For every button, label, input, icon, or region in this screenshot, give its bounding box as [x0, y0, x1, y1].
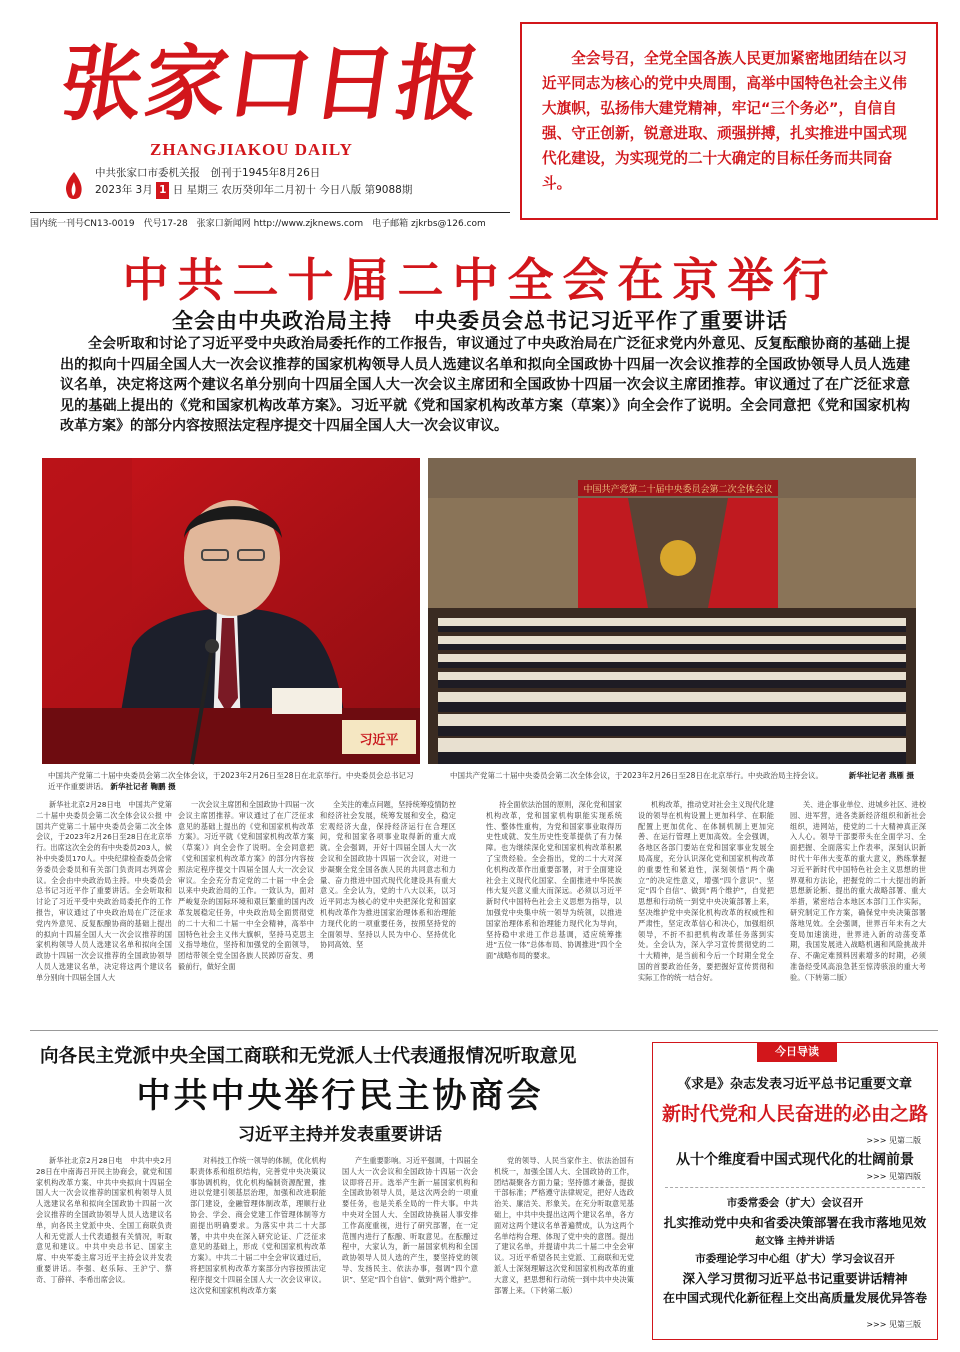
hall-banner: 中国共产党第二十届中央委员会第二次全体会议 — [583, 485, 773, 495]
slogan-text: 全会号召，全党全国各族人民更加紧密地团结在以习近平同志为核心的党中央周围，高举中国特色社会主义伟大旗帜，弘扬伟大建党精神，牢记“三个务必”，自信自强、守正创新，锐意进取、顽强拼搏，扎实推进中国式现代化建设，为实现党的二十大确定的目标任务而共同奋斗。 — [542, 50, 907, 192]
section-divider — [30, 1030, 938, 1031]
organ-line: 中共张家口市委机关报 创刊于1945年8月26日 — [95, 167, 321, 179]
body-top-col-5: 机构改革，推动党对社会主义现代化建设的领导在机构设置上更加科学、在职能配置上更加优化、在体制机制上更加完善、在运行管理上更加高效。全会强调，各地区各部门要站在党和国家事业发展全局高度，充分认识深化党和国家机构改革的重要性和紧迫性，深刻领悟“两个确立”的决定性意义，增强“四个意识”、坚定“四个自信”、做到“两个维护”，自觉把思想和行动统一到党中央决策部署上来，坚决维护党中央深化机构改革的权威性和严肃性，坚定改革信心和决心，加强组织领导，不折不扣把机构改革任务落到实处。全会认为，深入学习宣传贯彻党的二十大精神，是当前和今后一个时期全党全国的首要政治任务，要把握好宣传贯彻和实际工作的统一结合好。 — [638, 800, 774, 982]
guide-item3-title[interactable]: 扎实推动党中央和省委决策部署在我市落地见效 — [663, 1215, 927, 1230]
date-line — [95, 182, 412, 199]
main-headline: 中共二十届二中全会在京举行 — [122, 253, 838, 307]
body-bottom-col-1: 新华社北京2月28日电 中共中央2月28日在中南海召开民主协商会，就党和国家机构改革方案、中共中央拟向十四届全国人大一次会议推荐的国家机构领导人员人选建议名单和拟向全国政协十四届一次会议推荐的全国政协领导人员人选建议名单，向各民主党派中央、全国工商联负责人和无党派人士代表通报有关情况，听取意见和建议。中共中央总书记、国家主席、中央军委主席习近平主持会议并发表重要讲话。李强、赵乐际、王沪宁、蔡奇、丁薛祥、李希出席会议。 — [36, 1156, 172, 1284]
body-bottom-col-4: 党的领导、人民当家作主、依法治国有机统一，加强全国人大、全国政协的工作，团结凝聚各方面力量；坚持德才兼备，提拔干部标准；严格遵守法律规定，把好人选政治关、廉洁关、形象关。在充分听取意见基础上，中共中央提出这两个建议名单，各方面对这两个建议名单普遍赞成，认为这两个名单结构合理、体现了党中央的意图。提出了建议名单，并提请中共二十届二中全会审议。习近平希望各民主党派、工商联和无党派人士深刻理解这次党和国家机构改革的重大意义，把思想和行动统一到中共中央决策部署上来。（下转第二版） — [494, 1156, 634, 1295]
body-bottom-col-2: 对科技工作统一领导的体制，优化机构职责体系和组织结构，完善党中央决策议事协调机构，优化机构编制资源配置，推进以党建引领基层治理，加强和改进职能部门建设，金融管理体制改革，理顺行业协会、学会、商会党建工作管理体制等方面提出明确要求。为落实中共二十大部署，中共中央在深入研究论证、广泛征求意见的基础上，形成《党和国家机构改革方案》。中共二十届二中全会审议通过后，将把国家机构改革方案部分内容按照法定程序提交十四届全国人大一次会议审议。这次党和国家机构改革方案 — [190, 1156, 326, 1295]
guide-item2-ref[interactable] — [866, 1171, 921, 1182]
caption-left — [48, 770, 414, 792]
main-subhead: 全会由中央政治局主持 中央委员会总书记习近平作了重要讲话 — [172, 309, 788, 333]
guide-item1-title[interactable]: 新时代党和人民奋进的必由之路 — [661, 1103, 928, 1125]
date-day: 1 — [156, 182, 169, 199]
contact-bar: 国内统一刊号CN13-0019 代号17-28 张家口新闻网 http://www.zjknews.com 电子邮箱 zjkrbs@126.com — [30, 212, 510, 229]
guide-item3-byline: 赵文锋 主持并讲话 — [755, 1236, 835, 1247]
body-top-col-2: 一次会议主席团和全国政协十四届一次会议主席团推荐。审议通过了在广泛征求意见的基础上提出的《党和国家机构改革方案》。习近平就《党和国家机构改革方案（草案）》向全会作了说明。全会同意把《党和国家机构改革方案》的部分内容按照法定程序提交十四届全国人大一次会议审议。全会充分肯定党的二十届一中全会以来中央政治局的工作。一致认为，面对严峻复杂的国际环境和艰巨繁重的国内改革发展稳定任务，中央政治局全面贯彻党的二十大和二十届一中全会精神，高举中国特色社会主义伟大旗帜，坚持马克思主义指导地位，坚持和加强党的全面领导，团结带领全党全国各族人民踔厉奋发、勇毅前行，做好全面 — [178, 800, 314, 971]
ref-page: 见第二版 — [889, 1136, 921, 1145]
ref-arrows: >>> — [866, 1320, 887, 1329]
credit-right: 新华社记者 燕雁 摄 — [848, 771, 914, 780]
guide-item1-ref[interactable] — [866, 1135, 921, 1146]
flame-logo-icon — [62, 170, 86, 204]
guide-tag: 今日导读 — [757, 1042, 837, 1062]
ref-page: 见第三版 — [889, 1320, 921, 1329]
speaker-illustration — [42, 458, 420, 764]
caption-right-text: 中国共产党第二十届中央委员会第二次全体会议，于2023年2月26日至28日在北京举行。中央政治局主持会议。 — [450, 771, 823, 780]
date-suffix: 日 星期三 农历癸卯年二月初十 今日八版 第9088期 — [172, 184, 413, 196]
guide-item2-title[interactable]: 从十个维度看中国式现代化的壮阔前景 — [676, 1152, 914, 1168]
guide-item1-kicker: 《求是》杂志发表习近平总书记重要文章 — [677, 1077, 912, 1092]
guide-item4-ref[interactable] — [866, 1319, 921, 1330]
photo-hall — [428, 458, 916, 764]
masthead-title: 张家口日报 — [54, 36, 488, 132]
photo-speaker — [42, 458, 420, 764]
body-top-col-3: 全关注的难点问题，坚持统筹疫情防控和经济社会发展，统筹发展和安全，稳定宏观经济大盘，保持经济运行在合理区间，党和国家各项事业取得新的重大成就。全会强调，开好十四届全国人大一次会议和全国政协十四届一次会议，对进一步凝聚全党全国各族人民的共同意志和力量、奋力推进中国式现代化建设具有重大意义。全会认为，党的十八大以来，以习近平同志为核心的党中央把深化党和国家机构改革作为推进国家治理体系和治理能力现代化的一项重要任务，按照坚持党的全面领导、坚持以人民为中心、坚持优化协同高效、坚 — [320, 800, 456, 950]
ref-page: 见第四版 — [889, 1172, 921, 1181]
body-top-col-4: 持全面依法治国的原则，深化党和国家机构改革，党和国家机构职能实现系统性、整体性重构，为党和国家事业取得历史性成就、发生历史性变革提供了有力保障。也为继续深化党和国家机构改革积累了宝贵经验。全会指出，党的二十大对深化机构改革作出重要部署，对于全面建设社会主义现代化国家、全面推进中华民族伟大复兴意义重大而深远。必须以习近平新时代中国特色社会主义思想为指导，以加强党中央集中统一领导为统领，以推进国家治理体系和治理能力现代化为导向，坚持稳中求进工作总基调，适应统筹推进“五位一体”总体布局、协调推进“四个全面”战略布局的要求。 — [486, 800, 622, 961]
hall-illustration — [428, 458, 916, 764]
todays-guide-box — [652, 1042, 938, 1340]
lead-paragraph: 全会听取和讨论了习近平受中央政治局委托作的工作报告，审议通过了中央政治局在广泛征求党内外意见、反复酝酿协商的基础上提出的拟向十四届全国人大一次会议推荐的国家机构领导人员人选建议名单和拟向全国政协十四届一次会议推荐的全国政协领导人员人选建议名单，决定将这两个建议名单分别向十四届全国人大一次会议主席团和全国政协十四届一次会议主席团推荐。审议通过了在广泛征求意见的基础上提出的《党和国家机构改革方案》。习近平就《党和国家机构改革方案（草案）》向全会作了说明。全会同意把《党和国家机构改革方案》的部分内容按照法定程序提交十四届全国人大一次会议审议。 — [60, 336, 910, 434]
guide-item3-kicker: 市委常委会（扩大）会议召开 — [726, 1197, 864, 1209]
sec2-kicker: 向各民主党派中央全国工商联和无党派人士代表通报情况听取意见 — [40, 1046, 577, 1067]
slogan-box — [520, 22, 938, 220]
body-top-col-1: 新华社北京2月28日电 中国共产党第二十届中央委员会第二次全体会议公报 中国共产党第二十届中央委员会第二次全体会议，于2023年2月26日至28日在北京举行。出席这次全会的有中央委员203人，候补中央委员170人。中央纪律检查委员会常务委员会委员和有关部门负责同志列席会议。全会由中央政治局主持。中央委员会总书记习近平作了重要讲话。全会听取和讨论了习近平受中央政治局委托作的工作报告，审议通过了中央政治局在广泛征求党内外意见、反复酝酿协商的基础上提出的拟向十四届全国人大一次会议推荐的国家机构领导人员人选建议名单和拟向全国政协十四届一次会议推荐的全国政协领导人员人选建议名单，决定将这两个建议名单分别向十四届全国人大 — [36, 800, 172, 982]
credit-left: 新华社记者 鞠鹏 摄 — [110, 782, 176, 791]
caption-left-text: 中国共产党第二十届中央委员会第二次全体会议，于2023年2月26日至28日在北京举行。中央委员会总书记习近平作重要讲话。 — [48, 771, 414, 791]
caption-right — [450, 770, 914, 781]
ref-arrows: >>> — [866, 1172, 887, 1181]
sec2-title: 中共中央举行民主协商会 — [136, 1076, 544, 1116]
sec2-sub: 习近平主持并发表重要讲话 — [238, 1125, 442, 1145]
publication-info — [95, 165, 412, 199]
body-bottom-col-3: 产生重要影响。习近平强调，十四届全国人大一次会议和全国政协十四届一次会议即将召开。选举产生新一届国家机构和全国政协领导人员，是这次两会的一项重要任务，也是关系全局的一件大事。中共中央对全国人大、全国政协换届人事安排工作高度重视，进行了研究部署，在一定范围内进行了酝酿、听取意见。在酝酿过程中，大家认为，新一届国家机构和全国政协领导人员人选的产生，要坚持党的领导、发扬民主、依法办事，强调“四个意识”、坚定“四个自信”、做到“两个维护”。 — [342, 1156, 478, 1284]
date-prefix: 2023年 3月 — [95, 184, 153, 196]
guide-item4-title-a[interactable]: 深入学习贯彻习近平总书记重要讲话精神 — [682, 1271, 908, 1286]
guide-item4-title-b[interactable]: 在中国式现代化新征程上交出高质量发展优异答卷 — [662, 1291, 927, 1305]
masthead-logo — [54, 22, 488, 132]
masthead-pinyin: ZHANGJIAKOU DAILY — [150, 140, 353, 159]
body-top-col-6: 关、进企事业单位、进城乡社区、进校园、进军营，进各类新经济组织和新社会组织，进网站，使党的二十大精神真正深入人心。领导干部要带头在全面学习、全面把握、全面落实上作表率，深刻认识新时代十年伟大变革的重大意义，熟练掌握习近平新时代中国特色社会主义思想的世界观和方法论，把握党的二十大提出的新思想新论断、提出的重大战略部署、重大举措，紧密结合本地区本部门工作实际，研究制定工作方案，确保党中央决策部署落地见效。全会强调，世界百年未有之大变局加速演进，世界进入新的动荡变革期，我国发展进入战略机遇和风险挑战并存、不确定难预料因素增多的时期，必须准备经受风高浪急甚至惊涛骇浪的重大考验。（下转第二版） — [790, 800, 926, 982]
guide-divider — [665, 1187, 925, 1188]
ref-arrows: >>> — [866, 1136, 887, 1145]
guide-item4-kicker: 市委理论学习中心组（扩大）学习会议召开 — [695, 1253, 895, 1265]
nameplate: 习近平 — [359, 733, 399, 748]
